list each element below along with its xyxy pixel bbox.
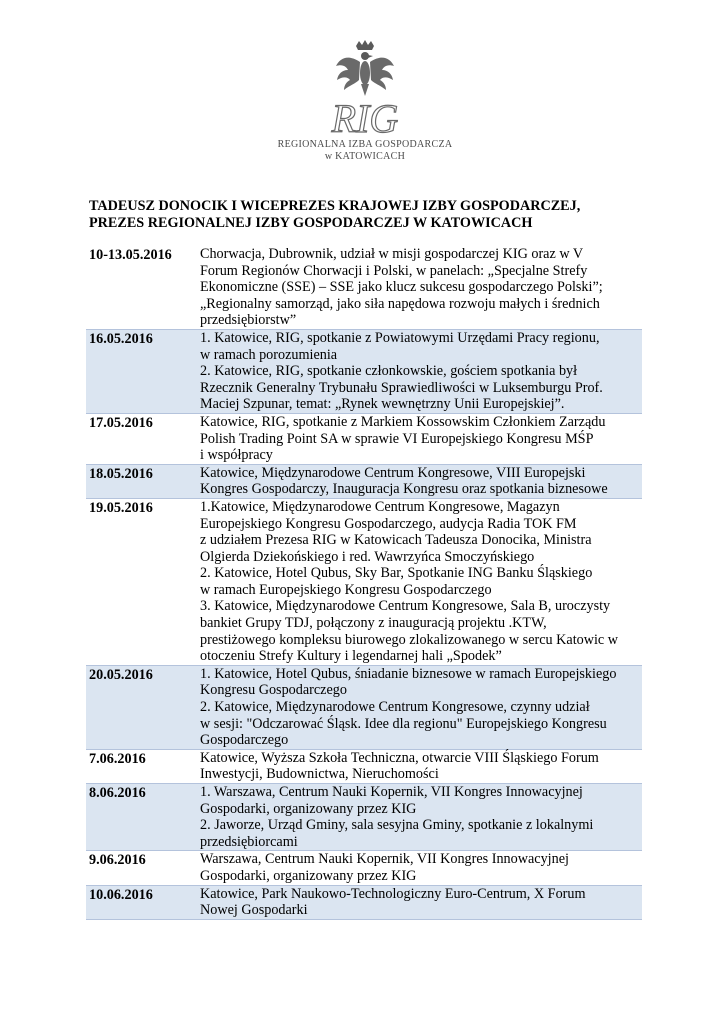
entry-description-line: z udziałem Prezesa RIG w Katowicach Tadeusza Donocika, Ministra <box>200 532 592 549</box>
entry-date: 18.05.2016 <box>89 465 153 482</box>
schedule-row <box>86 329 642 413</box>
entry-description-line: Gospodarki, organizowany przez KIG <box>200 800 417 817</box>
entry-description-line: Gospodarki, organizowany przez KIG <box>200 867 417 884</box>
entry-description-line: Ekonomiczne (SSE) – SSE jako klucz sukcesu gospodarczego Polski”; <box>200 279 603 296</box>
entry-description-line: prestiżowego kompleksu biurowego zlokalizowanego w sercu Katowic w <box>200 631 619 648</box>
entry-description-line: 1.Katowice, Międzynarodowe Centrum Kongresowe, Magazyn <box>200 498 560 515</box>
entry-description <box>195 784 642 851</box>
title-line-1: TADEUSZ DONOCIK I WICEPREZES KRAJOWEJ IZBY GOSPODARCZEJ, <box>89 198 581 214</box>
entry-description <box>195 665 642 749</box>
entry-description-line: Forum Regionów Chorwacji i Polski, w panelach: „Specjalne Strefy <box>200 262 588 279</box>
entry-description-line: „Regionalny samorząd, jako siła napędowa rozwoju małych i średnich <box>200 295 600 312</box>
entry-date: 17.05.2016 <box>89 414 153 431</box>
entry-description-line: Gospodarczego <box>200 732 289 749</box>
entry-description-line: Polish Trading Point SA w sprawie VI Europejskiego Kongresu MŚP <box>200 430 594 447</box>
entry-date: 20.05.2016 <box>89 666 153 683</box>
title-line-2: PREZES REGIONALNEJ IZBY GOSPODARCZEJ W KATOWICACH <box>89 215 533 231</box>
entry-description <box>195 498 642 665</box>
entry-description-line: 2. Jaworze, Urząd Gminy, sala sesyjna Gminy, spotkanie z lokalnymi <box>200 817 594 834</box>
schedule-row <box>86 246 642 329</box>
entry-description <box>195 749 642 783</box>
entry-description-line: i współpracy <box>200 447 273 464</box>
schedule-row <box>86 885 642 919</box>
entry-description <box>195 413 642 464</box>
entry-description-line: przedsiębiorstw” <box>200 312 297 329</box>
entry-description-line: Katowice, Międzynarodowe Centrum Kongresowe, VIII Europejski <box>200 464 586 481</box>
entry-description <box>195 851 642 885</box>
entry-description-line: Katowice, Park Naukowo-Technologiczny Euro-Centrum, X Forum <box>200 885 586 902</box>
entry-description-line: 2. Katowice, Międzynarodowe Centrum Kongresowe, czynny udział <box>200 699 590 716</box>
entry-description-line: bankiet Grupy TDJ, połączony z inauguracją projektu .KTW, <box>200 615 547 632</box>
schedule-table <box>86 246 642 920</box>
entry-description-line: 1. Warszawa, Centrum Nauki Kopernik, VII Kongres Innowacyjnej <box>200 784 583 800</box>
schedule-row <box>86 851 642 885</box>
entry-description-line: Chorwacja, Dubrownik, udział w misji gospodarczej KIG oraz w V <box>200 246 584 262</box>
entry-description-line: 2. Katowice, RIG, spotkanie członkowskie, gościem spotkania był <box>200 363 578 380</box>
entry-description-line: Inwestycji, Budownictwa, Nieruchomości <box>200 766 439 783</box>
entry-description-line: Europejskiego Kongresu Gospodarczego, audycja Radia TOK FM <box>200 515 577 532</box>
entry-date: 10.06.2016 <box>89 886 153 903</box>
schedule-row <box>86 464 642 498</box>
entry-description <box>195 464 642 498</box>
entry-description-line: 3. Katowice, Międzynarodowe Centrum Kongresowe, Sala B, uroczysty <box>200 598 611 615</box>
entry-description-line: Katowice, Wyższa Szkoła Techniczna, otwarcie VIII Śląskiego Forum <box>200 749 599 766</box>
entry-description-line: w sesji: "Odczarować Śląsk. Idee dla regionu" Europejskiego Kongresu <box>200 715 607 732</box>
entry-date: 10-13.05.2016 <box>89 247 172 263</box>
page-title <box>89 198 649 232</box>
entry-description <box>195 329 642 413</box>
schedule-row <box>86 784 642 851</box>
entry-date: 8.06.2016 <box>89 785 146 801</box>
logo-monogram: RIG <box>331 96 399 140</box>
entry-description-line: Kongres Gospodarczy, Inauguracja Kongresu oraz spotkania biznesowe <box>200 481 608 498</box>
entry-date: 16.05.2016 <box>89 330 153 347</box>
entry-description-line: otoczeniu Strefy Kultury i legendarnej hali „Spodek” <box>200 648 502 665</box>
entry-date: 7.06.2016 <box>89 750 146 767</box>
entry-description-line: w ramach porozumienia <box>200 346 338 363</box>
schedule-row <box>86 749 642 783</box>
entry-description-line: Katowice, RIG, spotkanie z Markiem Kossowskim Członkiem Zarządu <box>200 413 606 430</box>
entry-description-line: przedsiębiorcami <box>200 833 298 850</box>
entry-description-line: 1. Katowice, Hotel Qubus, śniadanie biznesowe w ramach Europejskiego <box>200 665 617 682</box>
entry-description-line: Rzecznik Generalny Trybunału Sprawiedliwości w Luksemburgu Prof. <box>200 379 603 396</box>
schedule-row <box>86 498 642 665</box>
eagle-emblem-icon <box>270 40 460 140</box>
entry-description-line: Maciej Szpunar, temat: „Rynek wewnętrzny Unii Europejskiej”. <box>200 396 565 413</box>
schedule-row <box>86 665 642 749</box>
entry-description-line: 1. Katowice, RIG, spotkanie z Powiatowymi Urzędami Pracy regionu, <box>200 329 600 346</box>
entry-description-line: w ramach Europejskiego Kongresu Gospodarczego <box>200 581 492 598</box>
entry-description <box>195 246 642 329</box>
logo-line-2: w KATOWICACH <box>324 151 406 162</box>
entry-date: 19.05.2016 <box>89 499 153 516</box>
entry-date: 9.06.2016 <box>89 852 146 869</box>
entry-description-line: Kongresu Gospodarczego <box>200 682 347 699</box>
entry-description <box>195 885 642 919</box>
entry-description-line: Nowej Gospodarki <box>200 902 308 919</box>
rig-logo <box>270 40 460 165</box>
entry-description-line: 2. Katowice, Hotel Qubus, Sky Bar, Spotkanie ING Banku Śląskiego <box>200 565 593 582</box>
schedule-row <box>86 413 642 464</box>
logo-line-1: REGIONALNA IZBA GOSPODARCZA <box>277 139 453 150</box>
entry-description-line: Warszawa, Centrum Nauki Kopernik, VII Kongres Innowacyjnej <box>200 851 569 868</box>
schedule-body <box>86 246 642 919</box>
entry-description-line: Olgierda Dziekońskiego i red. Wawrzyńca Smoczyńskiego <box>200 548 535 565</box>
